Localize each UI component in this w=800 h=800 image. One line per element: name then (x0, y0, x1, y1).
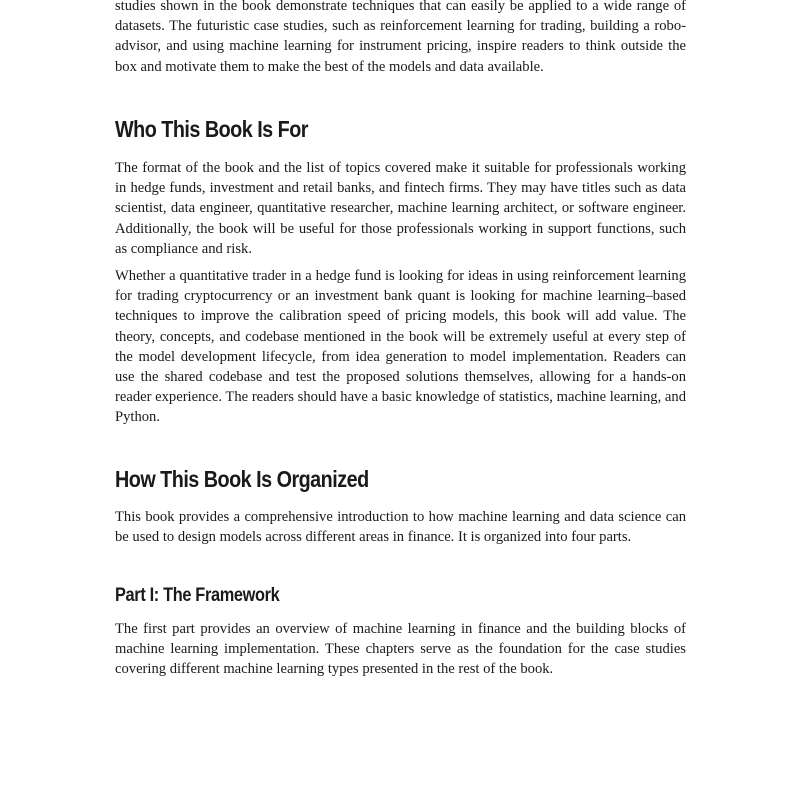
section-heading-how-this-book-is-organized: How This Book Is Organized (115, 466, 369, 492)
how-paragraph: This book provides a comprehensive introduction to how machine learning and data science can be used to design models across different areas in finance. It is organized into four parts. (115, 509, 686, 546)
section-heading-who-this-book-is-for: Who This Book Is For (115, 116, 308, 142)
who-paragraph-1: The format of the book and the list of topics covered make it suitable for professionals working in hedge funds, investment and retail banks, and fintech firms. They may have titles such as data scientist, data engineer, quantitative researcher, machine learning architect, or software engineer. Additionally, the book will be useful for those professionals working in support functions, such as compliance and risk. (115, 160, 686, 257)
who-paragraph-2: Whether a quantitative trader in a hedge fund is looking for ideas in using reinforcement learning for trading cryptocurrency or an investment bank quant is looking for machine learning–based techniques to improve the calibration speed of pricing models, this book will add value. The theory, concepts, and codebase mentioned in the book will be extremely useful at every step of the model development lifecycle, from idea generation to model implementation. Readers can use the shared codebase and test the proposed solutions themselves, allowing for a hands-on reader experience. The readers should have a basic knowledge of statistics, machine learning, and Python. (115, 268, 686, 426)
intro-paragraph: studies shown in the book demonstrate techniques that can easily be applied to a wide range of datasets. The futuristic case studies, such as reinforcement learning for trading, building a robo-advisor, and using machine learning for instrument pricing, inspire readers to think outside the box and motivate them to make the best of the models and data available. (115, 0, 686, 75)
part1-paragraph: The first part provides an overview of machine learning in finance and the building blocks of machine learning implementation. These chapters serve as the foundation for the case studies covering different machine learning types presented in the rest of the book. (115, 621, 686, 678)
subsection-heading-part-1: Part I: The Framework (115, 585, 280, 606)
